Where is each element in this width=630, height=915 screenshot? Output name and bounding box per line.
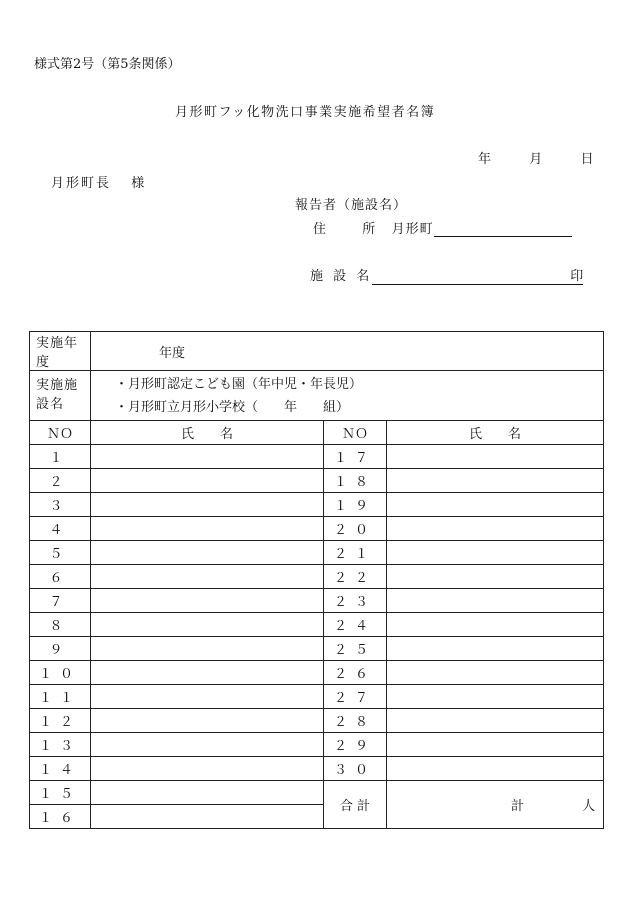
- date-month: 月: [529, 152, 543, 167]
- table-row: [30, 589, 604, 613]
- row-number-right: ２４: [324, 613, 387, 637]
- name-cell-right[interactable]: [387, 589, 604, 613]
- address-value: 月形町: [391, 222, 434, 237]
- reporter-label: 報告者（施設名）: [295, 198, 408, 213]
- name-cell-left[interactable]: [91, 493, 324, 517]
- name-cell-left[interactable]: [91, 805, 324, 829]
- table-row: [30, 661, 604, 685]
- name-cell-left[interactable]: [91, 589, 324, 613]
- name-cell-left[interactable]: [91, 757, 324, 781]
- date-day: 日: [580, 152, 594, 167]
- row-number-right: １９: [324, 493, 387, 517]
- name-cell-right[interactable]: [387, 565, 604, 589]
- row-number-left: ８: [30, 613, 91, 637]
- date-line: [478, 148, 594, 167]
- form-number: 様式第2号（第5条関係）: [34, 57, 181, 72]
- total-label: 合 計: [324, 781, 387, 829]
- total-unit-1: 計: [511, 799, 525, 814]
- row-number-left: ５: [30, 541, 91, 565]
- row-number-right: ２０: [324, 517, 387, 541]
- name-cell-left[interactable]: [91, 445, 324, 469]
- row-number-left: １４: [30, 757, 91, 781]
- name-cell-right[interactable]: [387, 757, 604, 781]
- name-cell-right[interactable]: [387, 613, 604, 637]
- row-number-right: ２９: [324, 733, 387, 757]
- col-no-right: ＮＯ: [324, 421, 387, 445]
- name-cell-right[interactable]: [387, 493, 604, 517]
- seal-mark: 印: [570, 269, 584, 284]
- name-cell-right[interactable]: [387, 733, 604, 757]
- total-value-cell[interactable]: [387, 781, 604, 829]
- name-cell-left[interactable]: [91, 709, 324, 733]
- year-value-cell: [91, 332, 604, 371]
- name-cell-left[interactable]: [91, 781, 324, 805]
- row-number-right: ２２: [324, 565, 387, 589]
- year-row: [30, 332, 604, 371]
- facility-underline: [372, 270, 570, 285]
- table-row: [30, 757, 604, 781]
- row-number-left: １: [30, 445, 91, 469]
- row-number-right: １８: [324, 469, 387, 493]
- name-cell-left[interactable]: [91, 685, 324, 709]
- row-number-left: １５: [30, 781, 91, 805]
- name-cell-left[interactable]: [91, 565, 324, 589]
- row-number-right: ２５: [324, 637, 387, 661]
- table-row: [30, 637, 604, 661]
- table-row: [30, 733, 604, 757]
- row-number-left: １６: [30, 805, 91, 829]
- table-row: [30, 541, 604, 565]
- name-cell-right[interactable]: [387, 661, 604, 685]
- name-cell-left[interactable]: [91, 661, 324, 685]
- name-cell-right[interactable]: [387, 637, 604, 661]
- form-title: 月形町フッ化物洗口事業実施希望者名簿: [175, 105, 436, 120]
- date-year: 年: [478, 152, 492, 167]
- name-cell-left[interactable]: [91, 541, 324, 565]
- name-cell-left[interactable]: [91, 517, 324, 541]
- facility-name-label: 実施施設名: [30, 371, 91, 421]
- table-row: [30, 517, 604, 541]
- table-row: [30, 565, 604, 589]
- name-cell-left[interactable]: [91, 469, 324, 493]
- facility-option-school: ・月形町立月形小学校（ 年 組）: [115, 399, 350, 415]
- col-name-left: 氏 名: [91, 421, 324, 445]
- year-label: 実施年度: [30, 332, 91, 371]
- name-cell-right[interactable]: [387, 445, 604, 469]
- row-number-right: ２８: [324, 709, 387, 733]
- address-underline: [434, 222, 572, 237]
- row-number-left: １３: [30, 733, 91, 757]
- addressee-honorific: 様: [131, 176, 147, 191]
- row-number-left: ６: [30, 565, 91, 589]
- col-no-left: ＮＯ: [30, 421, 91, 445]
- address-label-2: 所: [362, 222, 376, 237]
- addressee-name: 月形町長: [51, 176, 112, 191]
- name-cell-right[interactable]: [387, 469, 604, 493]
- header-row: [30, 421, 604, 445]
- col-name-right: 氏 名: [387, 421, 604, 445]
- facility-line: [310, 265, 583, 285]
- address-label-1: 住: [313, 222, 327, 237]
- row-number-left: １２: [30, 709, 91, 733]
- table-row: [30, 685, 604, 709]
- row-number-left: １１: [30, 685, 91, 709]
- row-number-left: ７: [30, 589, 91, 613]
- row-number-left: ４: [30, 517, 91, 541]
- row-number-right: ２６: [324, 661, 387, 685]
- table-row: [30, 709, 604, 733]
- table-row: [30, 613, 604, 637]
- name-cell-right[interactable]: [387, 541, 604, 565]
- table-row: [30, 781, 604, 805]
- row-number-right: ２１: [324, 541, 387, 565]
- roster-table: [29, 331, 604, 829]
- row-number-right: ２３: [324, 589, 387, 613]
- facility-option-kodomoen: ・月形町認定こども園（年中児・年長児）: [115, 376, 363, 392]
- table-row: [30, 493, 604, 517]
- total-unit-2: 人: [582, 799, 596, 814]
- row-number-left: ２: [30, 469, 91, 493]
- name-cell-right[interactable]: [387, 709, 604, 733]
- row-number-left: ９: [30, 637, 91, 661]
- facility-options-cell: [91, 371, 604, 421]
- address-line: [313, 218, 572, 237]
- year-value: 年度: [159, 345, 186, 361]
- row-number-right: １７: [324, 445, 387, 469]
- row-number-left: ３: [30, 493, 91, 517]
- addressee: [51, 172, 146, 191]
- row-number-left: １０: [30, 661, 91, 685]
- name-cell-left[interactable]: [91, 637, 324, 661]
- name-cell-right[interactable]: [387, 517, 604, 541]
- table-row: [30, 469, 604, 493]
- facility-label: 施 設 名: [310, 269, 373, 284]
- name-cell-left[interactable]: [91, 613, 324, 637]
- name-cell-right[interactable]: [387, 685, 604, 709]
- facility-row: [30, 371, 604, 421]
- row-number-right: ３０: [324, 757, 387, 781]
- name-cell-left[interactable]: [91, 733, 324, 757]
- table-row: [30, 445, 604, 469]
- row-number-right: ２７: [324, 685, 387, 709]
